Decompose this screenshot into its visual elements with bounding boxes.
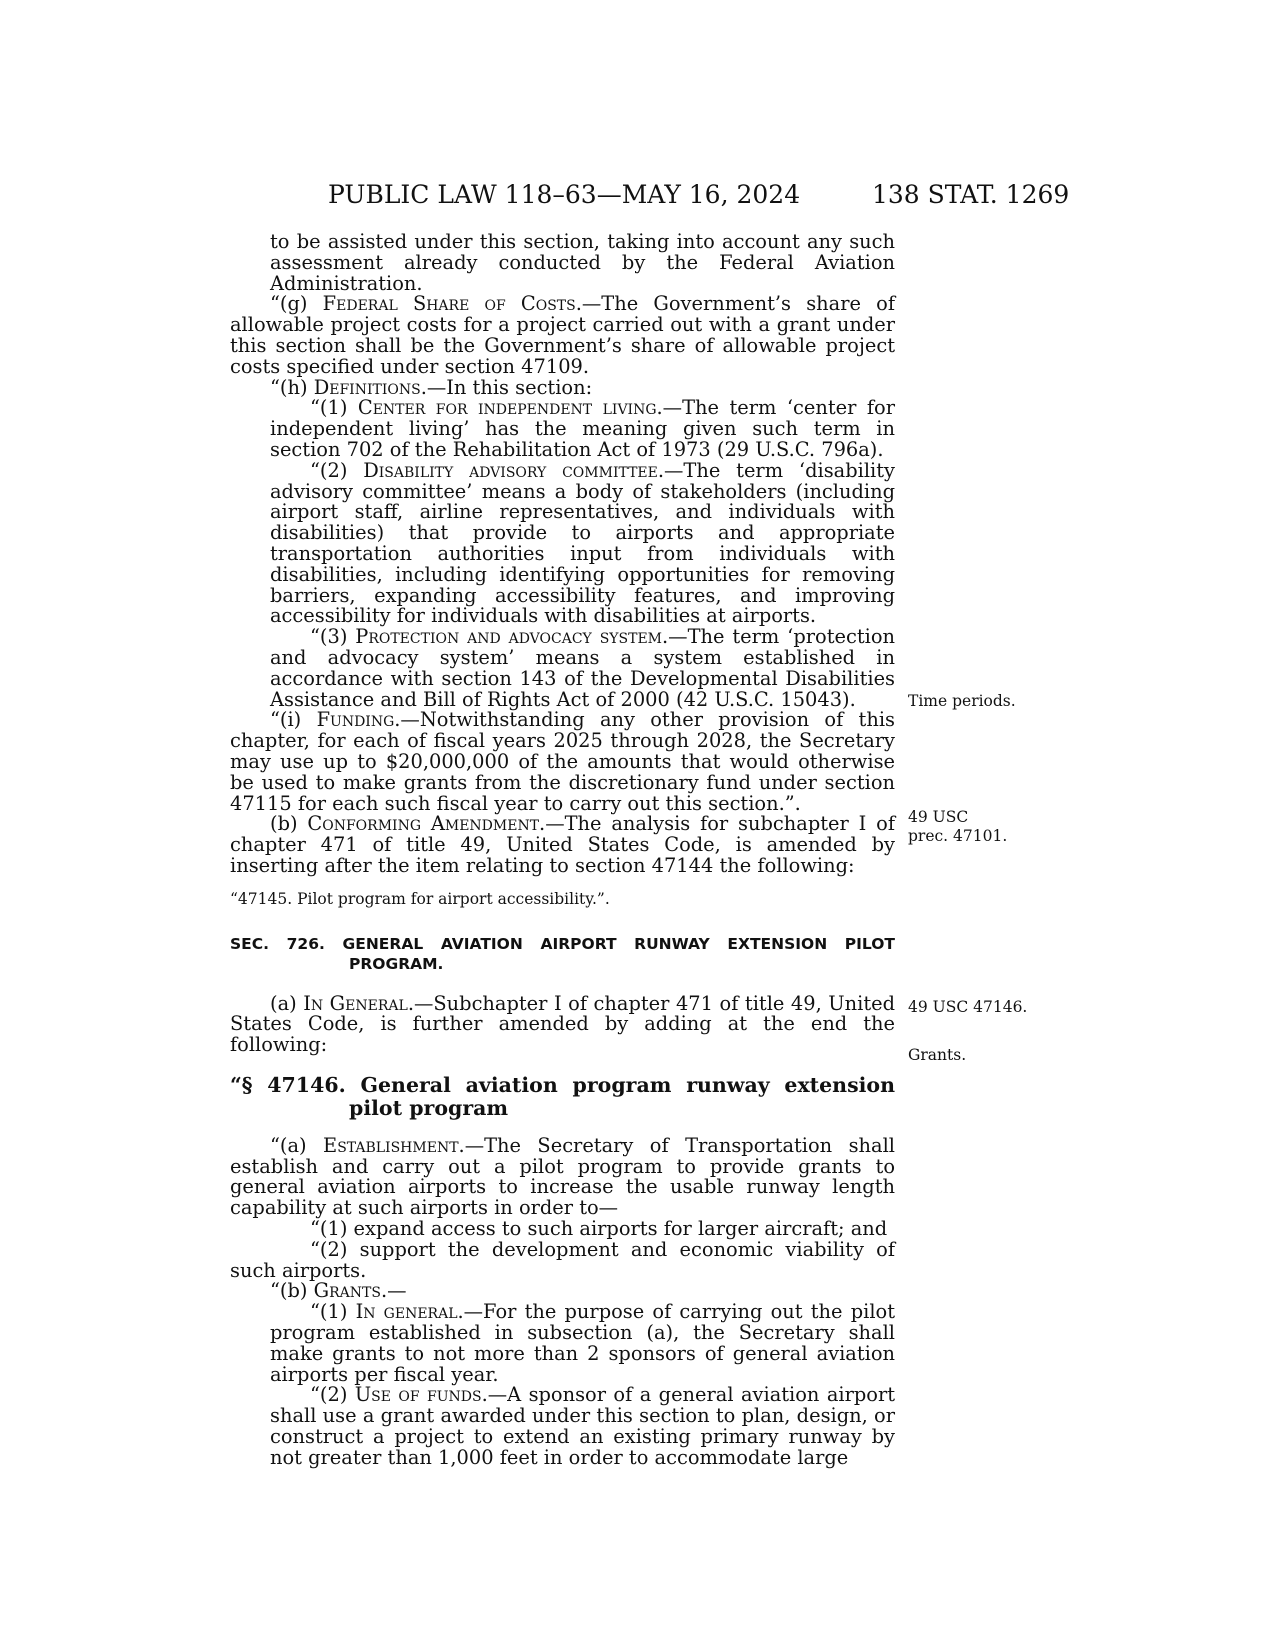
heading-in-general: In General [303, 991, 408, 1015]
margin-note-time-periods: Time periods. [908, 692, 1016, 710]
heading-grants: Grants [313, 1279, 381, 1303]
subsection-h: “(h) Definitions.—In this section: [270, 375, 593, 399]
heading-protection-advocacy: Protection and advocacy system [355, 625, 663, 649]
running-head-title: PUBLIC LAW 118–63—MAY 16, 2024 [328, 180, 801, 209]
paragraph-a1: “(1) expand access to such airports for larger aircraft; and [310, 1217, 888, 1241]
heading-center-independent-living: Center for independent living [357, 396, 657, 420]
definition-3: “(3) Protection and advocacy system.—The term ‘protection and advocacy system’ means a system established in accordance with section 143 of the Developmental Disabilities Assistance and Bill of Rights Act of 2000 (42 U.S.C. 15043). [270, 625, 895, 711]
section-47146-title: “§ 47146. General aviation program runway extension pilot program [230, 1072, 895, 1120]
section-726-a: (a) In General.—Subchapter I of chapter 471 of title 49, United States Code, is further amended by adding at the end the following: [230, 991, 896, 1057]
subsection-g: “(g) Federal Share of Costs.—The Government’s share of allowable project costs for a project carried out with a grant under this section shall be the Government’s share of allowable project costs specified under section 47109. [230, 292, 895, 378]
paragraph-continuation: to be assisted under this section, taking into account any such assessment already conducted by the Federal Aviation Administration. [270, 230, 895, 295]
subsection-b-grants: “(b) Grants.— [270, 1279, 407, 1303]
table-of-contents-insert: “47145. Pilot program for airport accessibility.”. [230, 889, 610, 908]
paragraph-b1: “(1) In general.—For the purpose of carrying out the pilot program established in subsection (a), the Secretary shall make grants to not more than 2 sponsors of general aviation airports per fiscal year. [270, 1300, 895, 1386]
conforming-amendment: (b) Conforming Amendment.—The analysis for subchapter I of chapter 471 of title 49, United States Code, is amended by inserting after the item relating to section 47144 the following: [230, 812, 895, 877]
margin-note-usc-prec-1: 49 USC [908, 808, 969, 826]
heading-definitions: Definitions [313, 375, 421, 399]
margin-note-grants: Grants. [908, 1046, 967, 1064]
heading-federal-share: Federal Share of Costs [322, 292, 576, 316]
paragraph-b2: “(2) Use of funds.—A sponsor of a general aviation airport shall use a grant awarded under this section to plan, design, or construct a project to extend an existing primary runway by not greater than 1,000 feet in order to accommodate large [270, 1383, 896, 1469]
margin-note-usc-47146: 49 USC 47146. [908, 998, 1028, 1016]
subsection-a-establishment: “(a) Establishment.—The Secretary of Transportation shall establish and carry out a pilot program to provide grants to general aviation airports to increase the usable runway length capability at such airports in order to— [230, 1133, 895, 1220]
heading-establishment: Establishment [323, 1133, 459, 1157]
definition-1: “(1) Center for independent living.—The term ‘center for independent living’ has the meaning given such term in section 702 of the Rehabilitation Act of 1973 (29 U.S.C. 796a). [270, 396, 895, 461]
margin-note-usc-prec-2: prec. 47101. [908, 827, 1008, 845]
heading-b1-in-general: In general [355, 1300, 458, 1324]
running-head-page-number: 138 STAT. 1269 [872, 180, 1070, 209]
subsection-i: “(i) Funding.—Notwithstanding any other provision of this chapter, for each of fiscal years 2025 through 2028, the Secretary may use up to $20,000,000 of the amounts that would otherwise be used to make grants from the discretionary fund under section 47115 for each such fiscal year to carry out this section.”. [230, 708, 895, 815]
section-heading: SEC. 726. GENERAL AVIATION AIRPORT RUNWAY EXTENSION PILOT PROGRAM. [230, 934, 895, 973]
definition-2: “(2) Disability advisory committee.—The term ‘disability advisory committee’ means a body of stakeholders (including airport staff, airline representatives, and individuals with disabilities) that provide to airports and appropriate transportation authorities input from individuals with disabilities, including identifying opportunities for removing barriers, expanding accessibility features, and improving accessibility for individuals with disabilities at airports. [270, 458, 895, 628]
heading-conforming-amendment: Conforming Amendment [307, 812, 540, 836]
body-text [230, 232, 895, 1469]
heading-use-of-funds: Use of funds [354, 1383, 482, 1407]
heading-funding: Funding [316, 708, 395, 732]
paragraph-a2: “(2) support the development and economic viability of such airports. [230, 1237, 895, 1282]
heading-disability-advisory-committee: Disability advisory committee [363, 458, 658, 482]
